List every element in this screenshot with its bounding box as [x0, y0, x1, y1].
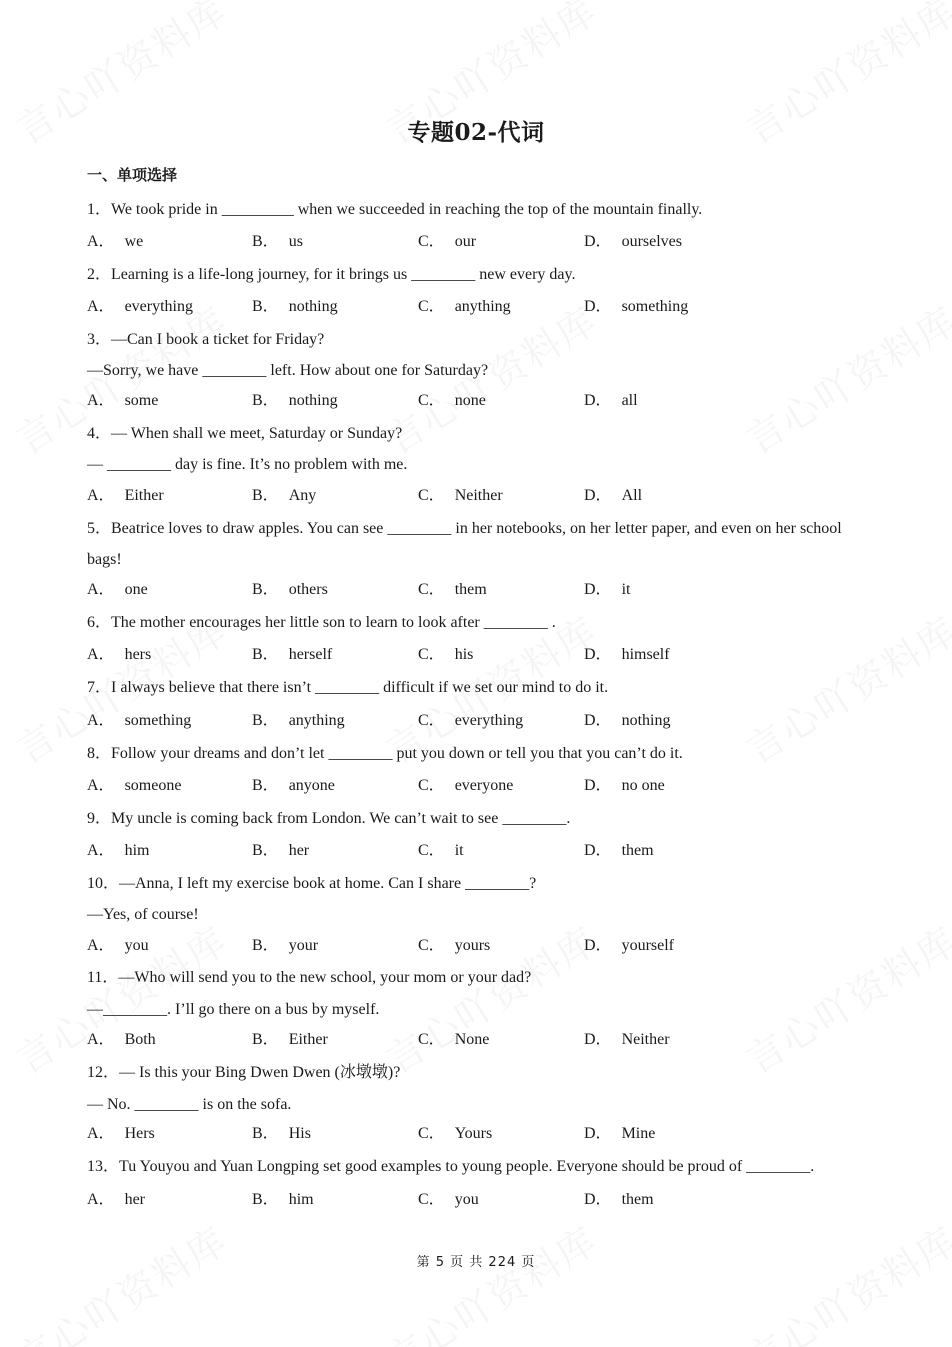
option-b[interactable]: B． her	[252, 842, 310, 859]
watermark	[734, 601, 952, 775]
option-b[interactable]: B． anything	[252, 712, 345, 729]
question-stem: — ________ day is fine. It’s no problem with me.	[87, 456, 408, 473]
option-b[interactable]: B． him	[252, 1191, 314, 1208]
option-b[interactable]: B． His	[252, 1125, 311, 1142]
question-stem: —Sorry, we have ________ left. How about one for Saturday?	[87, 362, 489, 379]
option-b[interactable]: B． nothing	[252, 298, 338, 315]
option-b[interactable]: B． nothing	[252, 392, 338, 409]
question-stem: 6．The mother encourages her little son to learn to look after ________ .	[87, 614, 556, 631]
option-d[interactable]: D． ourselves	[584, 233, 682, 250]
option-d[interactable]: D． something	[584, 298, 689, 315]
option-d[interactable]: D． them	[584, 842, 654, 859]
option-c[interactable]: C． them	[418, 581, 487, 598]
watermark	[4, 1211, 237, 1347]
option-d[interactable]: D． Mine	[584, 1125, 656, 1142]
question-stem: 9．My uncle is coming back from London. We can’t wait to see ________.	[87, 810, 571, 827]
option-d[interactable]: D． it	[584, 581, 631, 598]
option-c[interactable]: C． yours	[418, 937, 491, 954]
option-b[interactable]: B． others	[252, 581, 328, 598]
option-a[interactable]: A． you	[87, 937, 149, 954]
question-stem: 5．Beatrice loves to draw apples. You can see ________ in her notebooks, on her letter paper, and even on her school bags!	[87, 520, 842, 568]
option-a[interactable]: A． one	[87, 581, 148, 598]
option-a[interactable]: A． some	[87, 392, 159, 409]
option-c[interactable]: C． None	[418, 1031, 490, 1048]
question-stem: 13．Tu Youyou and Yuan Longping set good examples to young people. Everyone should be proud of ________.	[87, 1158, 815, 1175]
option-a[interactable]: A． Both	[87, 1031, 156, 1048]
option-d[interactable]: D． no one	[584, 777, 665, 794]
question-stem: 7．I always believe that there isn’t ________ difficult if we set our mind to do it.	[87, 679, 609, 696]
option-d[interactable]: D． himself	[584, 646, 670, 663]
question-stem: 2．Learning is a life-long journey, for it brings us ________ new every day.	[87, 266, 576, 283]
option-b[interactable]: B． Either	[252, 1031, 328, 1048]
option-d[interactable]: D． yourself	[584, 937, 674, 954]
question-stem: 11．—Who will send you to the new school, your mom or your dad?	[87, 969, 532, 986]
option-a[interactable]: A． Either	[87, 487, 164, 504]
option-c[interactable]: C． his	[418, 646, 474, 663]
option-a[interactable]: A． her	[87, 1191, 145, 1208]
watermark	[734, 911, 952, 1085]
option-b[interactable]: B． your	[252, 937, 319, 954]
option-a[interactable]: A． Hers	[87, 1125, 155, 1142]
option-a[interactable]: A． someone	[87, 777, 182, 794]
question-stem: 4．— When shall we meet, Saturday or Sunday?	[87, 425, 403, 442]
option-a[interactable]: A． him	[87, 842, 150, 859]
watermark	[374, 1211, 607, 1347]
watermark	[734, 291, 952, 465]
option-c[interactable]: C． it	[418, 842, 464, 859]
option-c[interactable]: C． you	[418, 1191, 479, 1208]
option-c[interactable]: C． our	[418, 233, 477, 250]
option-a[interactable]: A． everything	[87, 298, 193, 315]
option-d[interactable]: D． Neither	[584, 1031, 670, 1048]
question-stem: —________. I’ll go there on a bus by myself.	[87, 1001, 380, 1018]
question-stem: 10．—Anna, I left my exercise book at home. Can I share ________?	[87, 875, 537, 892]
section-title: 一、单项选择	[87, 166, 178, 184]
option-a[interactable]: A． something	[87, 712, 192, 729]
option-d[interactable]: D． All	[584, 487, 643, 504]
option-c[interactable]: C． Neither	[418, 487, 503, 504]
option-c[interactable]: C． anything	[418, 298, 511, 315]
option-d[interactable]: D． all	[584, 392, 638, 409]
question-stem: 3．—Can I book a ticket for Friday?	[87, 331, 325, 348]
option-c[interactable]: C． everything	[418, 712, 524, 729]
question-stem: 8．Follow your dreams and don’t let ________ put you down or tell you that you can’t do it.	[87, 745, 683, 762]
option-a[interactable]: A． hers	[87, 646, 152, 663]
option-b[interactable]: B． herself	[252, 646, 333, 663]
question-stem: —Yes, of course!	[87, 906, 199, 923]
watermark	[734, 1211, 952, 1347]
page-title: 专题02-代词	[407, 119, 545, 146]
option-b[interactable]: B． Any	[252, 487, 317, 504]
option-b[interactable]: B． anyone	[252, 777, 335, 794]
option-d[interactable]: D． nothing	[584, 712, 671, 729]
option-d[interactable]: D． them	[584, 1191, 654, 1208]
option-a[interactable]: A． we	[87, 233, 144, 250]
question-stem: 12．— Is this your Bing Dwen Dwen (冰墩墩)?	[87, 1064, 401, 1081]
option-b[interactable]: B． us	[252, 233, 303, 250]
option-c[interactable]: C． Yours	[418, 1125, 493, 1142]
question-stem: 1．We took pride in _________ when we succeeded in reaching the top of the mountain finally.	[87, 201, 703, 218]
option-c[interactable]: C． none	[418, 392, 486, 409]
page-footer: 第 5 页 共 224 页	[416, 1255, 536, 1270]
option-c[interactable]: C． everyone	[418, 777, 514, 794]
question-stem: — No. ________ is on the sofa.	[87, 1096, 292, 1113]
